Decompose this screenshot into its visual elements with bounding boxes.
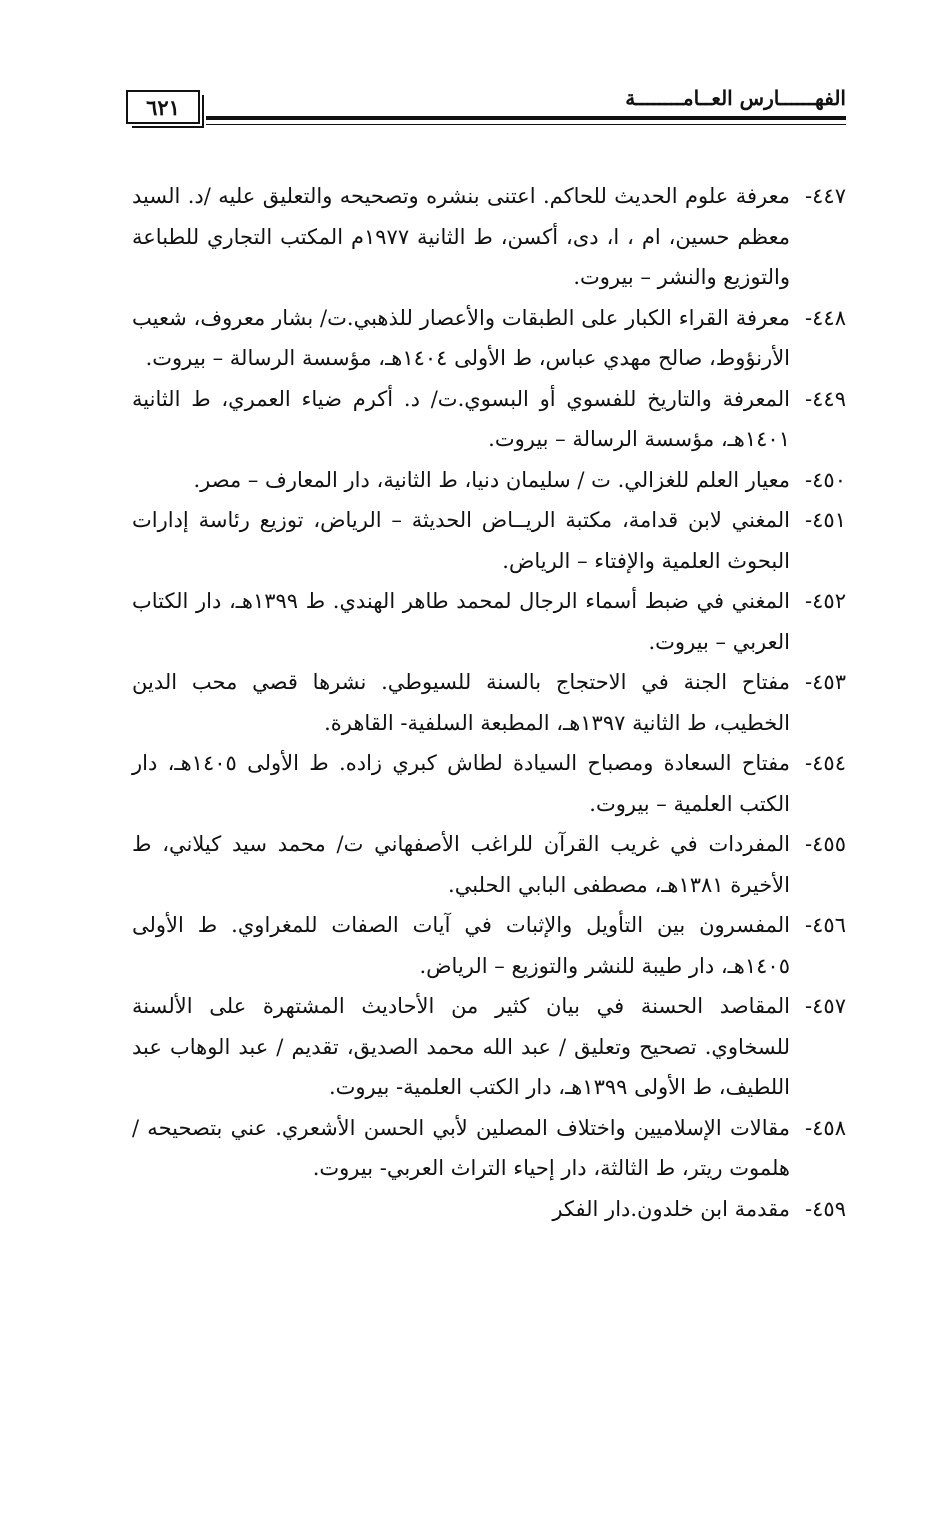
entry-number: ٤٥٥- (805, 832, 846, 856)
bibliography-entry (132, 460, 846, 501)
header-rule-thin (206, 124, 846, 125)
entry-text: معرفة علوم الحديث للحاكم. اعتنى بنشره وتصحيحه والتعليق عليه /د. السيد معظم حسين، ام ، ا، دى، أكسن، ط الثانية ١٩٧٧م المكتب التجاري للطباعة والتوزيع والنشر – بيروت. (132, 184, 790, 289)
entry-text: المغني في ضبط أسماء الرجال لمحمد طاهر الهندي. ط ١٣٩٩هـ، دار الكتاب العربي – بيروت. (132, 589, 790, 654)
entry-text: المفردات في غريب القرآن للراغب الأصفهاني ت/ محمد سيد كيلاني، ط الأخيرة ١٣٨١هـ، مصطفى البابي الحلبي. (132, 832, 790, 897)
page-number-label: ٦٢١ (146, 94, 180, 120)
entry-number: ٤٥٦- (805, 913, 846, 937)
entry-number: ٤٤٩- (805, 386, 846, 411)
entry-number: ٤٥٢- (805, 589, 846, 613)
bibliography-entry (132, 1108, 846, 1189)
bibliography-entry (132, 581, 846, 662)
bibliography-entry (132, 379, 846, 460)
entry-number: ٤٥٩- (805, 1196, 846, 1221)
bibliography-list (132, 176, 846, 1229)
bibliography-entry (132, 824, 846, 905)
entry-text: معرفة القراء الكبار على الطبقات والأعصار للذهبي.ت/ بشار معروف، شعيب الأرنؤوط، صالح مهدي عباس، ط الأولى ١٤٠٤هـ، مؤسسة الرسالة – بيروت. (132, 305, 790, 370)
bibliography-entry (132, 1189, 846, 1230)
bibliography-entry (132, 500, 846, 581)
entry-number: ٤٥٨- (805, 1115, 846, 1140)
entry-text: معيار العلم للغزالي. ت / سليمان دنيا، ط الثانية، دار المعارف – مصر. (193, 467, 790, 492)
entry-text: المعرفة والتاريخ للفسوي أو البسوي.ت/ د. أكرم ضياء العمري، ط الثانية ١٤٠١هـ، مؤسسة الرسالة – بيروت. (132, 386, 790, 451)
entry-text: مقالات الإسلاميين واختلاف المصلين لأبي الحسن الأشعري. عني بتصحيحه / هلموت ريتر، ط الثالثة، دار إحياء التراث العربي- بيروت. (132, 1115, 790, 1180)
entry-number: ٤٥٣- (805, 670, 846, 694)
entry-number: ٤٥٧- (805, 994, 846, 1018)
bibliography-entry (132, 905, 846, 986)
running-header-title: الفهــــــارس العــامــــــــة (625, 86, 846, 110)
header-rule (206, 116, 846, 120)
entry-text: المفسرون بين التأويل والإثبات في آيات الصفات للمغراوي. ط الأولى ١٤٠٥هـ، دار طيبة للنشر والتوزيع – الرياض. (132, 913, 790, 978)
page-number (126, 90, 200, 124)
entry-number: ٤٤٧- (805, 184, 846, 208)
bibliography-entry (132, 176, 846, 298)
page-header (120, 86, 846, 132)
entry-number: ٤٥٠- (805, 467, 846, 492)
bibliography-entry (132, 743, 846, 824)
bibliography-entry (132, 298, 846, 379)
entry-text: مفتاح الجنة في الاحتجاج بالسنة للسيوطي. نشرها قصي محب الدين الخطيب، ط الثانية ١٣٩٧هـ، المطبعة السلفية- القاهرة. (132, 670, 790, 735)
bibliography-entry (132, 986, 846, 1108)
entry-text: المقاصد الحسنة في بيان كثير من الأحاديث المشتهرة على الألسنة للسخاوي. تصحيح وتعليق / عبد الله محمد الصديق، تقديم / عبد الوهاب عبد اللطيف، ط الأولى ١٣٩٩هـ، دار الكتب العلمية- بيروت. (132, 994, 790, 1099)
entry-text: مفتاح السعادة ومصباح السيادة لطاش كبري زاده. ط الأولى ١٤٠٥هـ، دار الكتب العلمية – بيروت. (132, 751, 790, 816)
bibliography-entry (132, 662, 846, 743)
entry-text: المغني لابن قدامة، مكتبة الريــاض الحديثة – الرياض، توزيع رئاسة إدارات البحوث العلمية والإفتاء – الرياض. (132, 508, 790, 573)
entry-number: ٤٤٨- (805, 305, 846, 330)
entry-number: ٤٥٤- (805, 751, 846, 775)
entry-number: ٤٥١- (805, 508, 846, 532)
entry-text: مقدمة ابن خلدون.دار الفكر (552, 1196, 790, 1221)
